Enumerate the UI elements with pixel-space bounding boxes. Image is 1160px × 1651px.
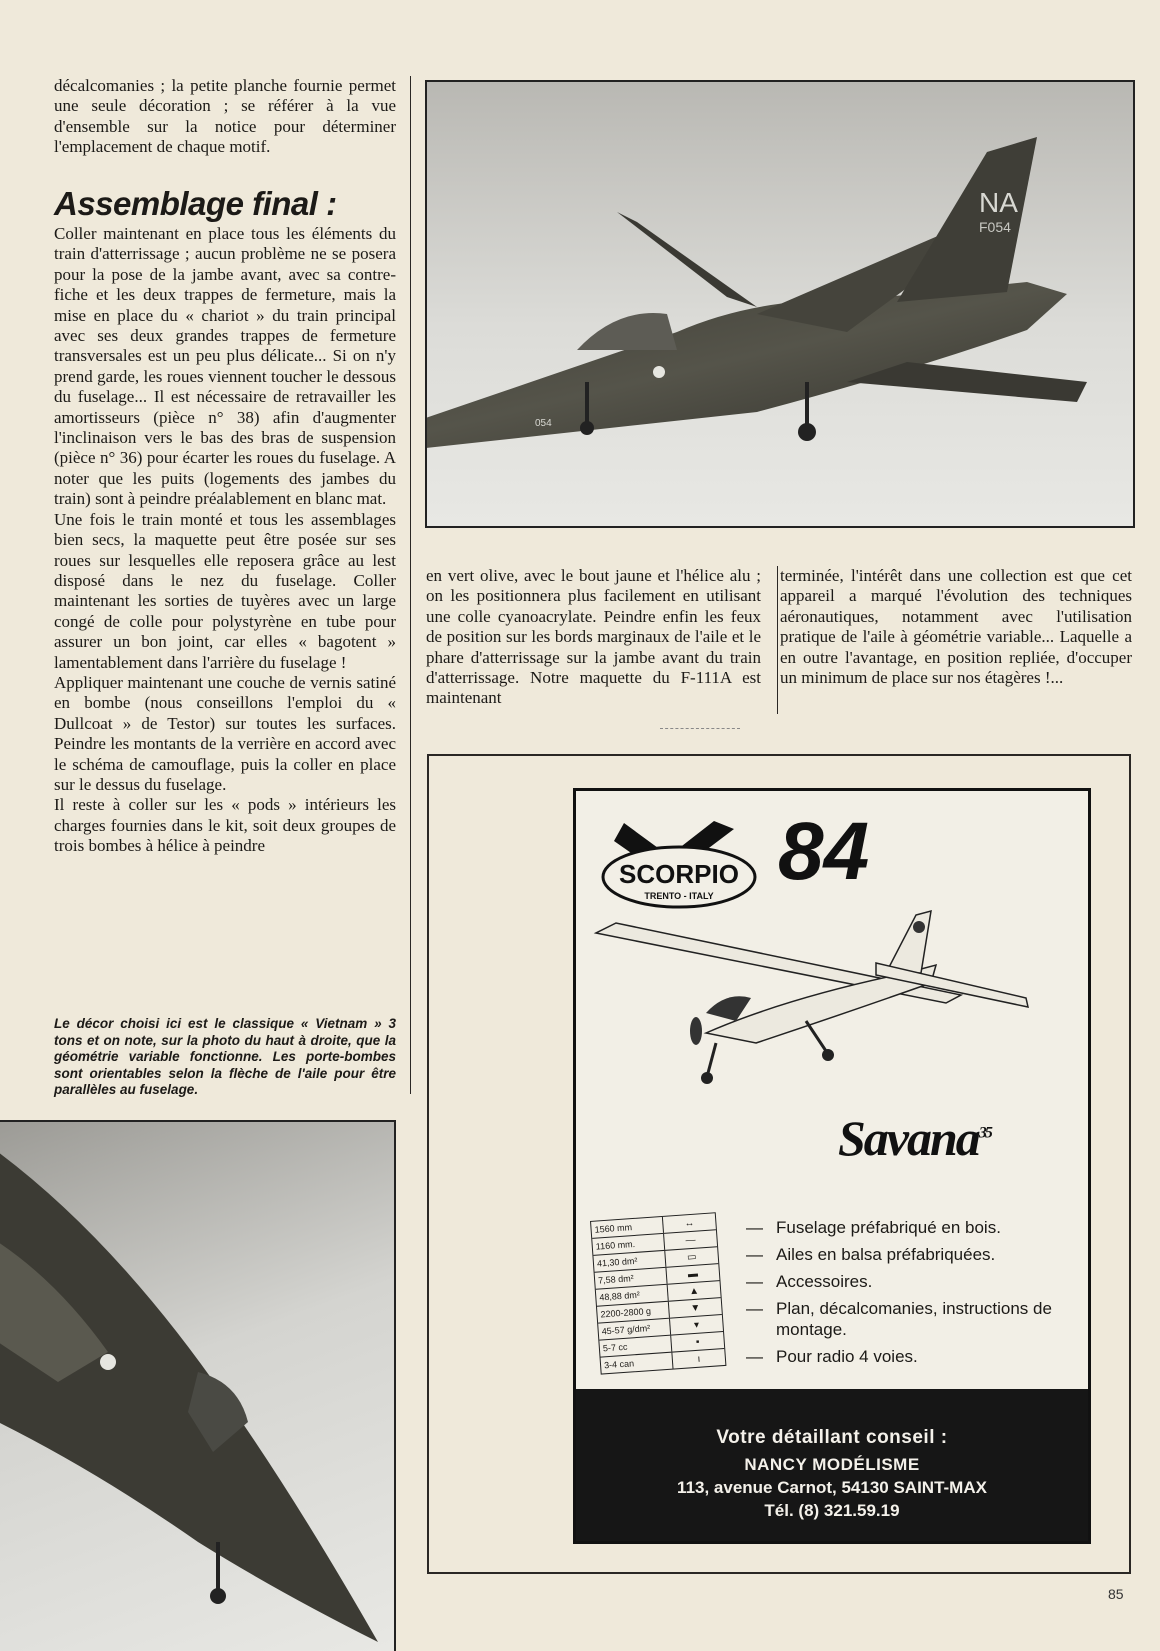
feature-item: — Fuselage préfabriqué en bois. [746,1217,1076,1238]
wing-area-icon: ▭ [686,1251,697,1263]
article-column-2: en vert olive, avec le bout jaune et l'hélice alu ; on les positionnera plus facilement en utilisant une colle cyanoacrylate. Peindre enfin les feux de position sur les bords marginaux de l'aile et le phare d'atterrissage sur la jambe avant du train d'atterrissage. Notre maquette du F-111A est maintenant [426,566,761,708]
dealer-address: 113, avenue Carnot, 54130 SAINT-MAX [677,1478,987,1497]
section-heading: Assemblage final : [54,185,337,222]
length-icon: — [685,1234,696,1246]
article-column-3: terminée, l'intérêt dans une collection est que cet appareil a marqué l'évolution des techniques aéronautiques, notamment avec l'utilisation pratique de l'aile à géométrie variable... Laquelle a en outre l'avantage, en position repliée, d'occuper un minimum de place sur nos étagères !... [780,566,1132,688]
feature-item: — Pour radio 4 voies. [746,1346,1076,1367]
f111-aircraft-illustration [427,82,1133,526]
spec-value: 45-57 g/dm² [598,1319,671,1340]
page-number: 85 [1108,1586,1124,1602]
spec-value: 1560 mm [591,1217,664,1238]
spec-value: 5-7 cc [599,1336,672,1357]
dealer-intro: Votre détaillant conseil : [716,1427,948,1448]
article-column-1 [54,224,396,857]
spec-value: 1160 mm. [592,1234,665,1255]
feature-item: — Accessoires. [746,1271,1076,1292]
feature-list [746,1217,1076,1373]
feature-item: — Plan, décalcomanies, instructions de montage. [746,1298,1076,1340]
spec-table [590,1212,726,1374]
tail-area-icon: ▬ [687,1268,699,1280]
paragraph: Une fois le train monté et tous les assemblages bien secs, la maquette peut être posée sur ses roues sur lesquelles elle reposera grâce au lest disposé dans le nez du fuselage. Coller maintenant les sorties de tuyères avec un large congé de colle pour polystyrène en tube pour assurer un bon joint, car elles « bagotent » lamentablement dans l'arrière du fuselage ! [54,509,396,672]
spec-value: 48,88 dm² [596,1285,669,1306]
feature-item: — Ailes en balsa préfabriquées. [746,1244,1076,1265]
total-area-icon: ▲ [688,1285,700,1297]
column-divider [410,76,411,1094]
scorpio-advertisement [573,788,1091,1544]
wingspan-icon: ↔ [684,1217,695,1229]
brand-name: SCORPIO [619,859,739,889]
dashed-divider [660,728,740,729]
model-subtitle: 35 [978,1124,991,1142]
dealer-name: NANCY MODÉLISME [744,1455,920,1474]
aircraft-nose-closeup [0,1122,394,1651]
dealer-footer [576,1389,1088,1541]
channels-icon: ı [697,1353,701,1365]
paragraph: Il reste à coller sur les « pods » intérieurs les charges fournies dans le kit, soit deux groupes de trois bombes à hélice à peindre [54,795,396,856]
photo-caption: Le décor choisi ici est le classique « Vietnam » 3 tons et on note, sur la photo du haut à droite, que la géométrie variable fonctionne. Les porte-bombes sont orientables selon la flèche de l'aile pour être parallèles au fuselage. [54,1016,396,1097]
engine-icon: ▪ [695,1336,700,1348]
spec-value: 2200-2800 g [597,1302,670,1323]
spec-value: 3-4 can [601,1353,674,1374]
column-divider [777,566,778,714]
paragraph: Appliquer maintenant une couche de vernis satiné en bombe (nous conseillons l'emploi du « Dullcoat » de Testor) sur toutes les surfaces. Peindre les montants de la verrière en accord avec le schéma de camouflage, puis la coller en place sur le dessus du fuselage. [54,672,396,794]
tail-code-text: NA [979,187,1018,218]
intro-paragraph [54,76,396,158]
tail-serial-text: F054 [979,219,1011,235]
nose-serial-text: 054 [535,418,552,429]
dealer-phone: Tél. (8) 321.59.19 [764,1501,900,1520]
spec-value: 41,30 dm² [593,1251,666,1272]
spec-value: 7,58 dm² [595,1268,668,1289]
model-name: Savana [838,1110,979,1166]
year-label: 84 [778,806,870,897]
weight-icon: ▼ [689,1302,701,1314]
top-aircraft-photo [425,80,1135,528]
bottom-aircraft-photo [0,1120,396,1651]
brand-location: TRENTO - ITALY [644,891,714,901]
intro-text: décalcomanies ; la petite planche fournie permet une seule décoration ; se référer à la vue d'ensemble sur la notice pour déterminer l'emplacement de chaque motif. [54,76,396,157]
savana-airplane-illustration [586,903,1046,1103]
paragraph: Coller maintenant en place tous les éléments du train d'atterrissage ; aucun problème ne se posera pour la pose de la jambe avant, avec sa contre-fiche et les deux trappes de fermeture, mais la mise en place du « chariot » du train principal avec ses deux grandes trappes de fermeture transversales est un peu plus délicate... Si on n'y prend garde, les roues viennent toucher le dessous du fuselage... Il est nécessaire de retravailler les amortisseurs (pièce n° 38) afin d'augmenter l'inclinaison vers le bas des bras de suspension (pièce n° 36) pour écarter les roues du fuselage. A noter que les puits (logements des jambes du train) sont à peindre préalablement en blanc mat. [54,224,396,509]
loading-icon: ▾ [693,1319,700,1331]
